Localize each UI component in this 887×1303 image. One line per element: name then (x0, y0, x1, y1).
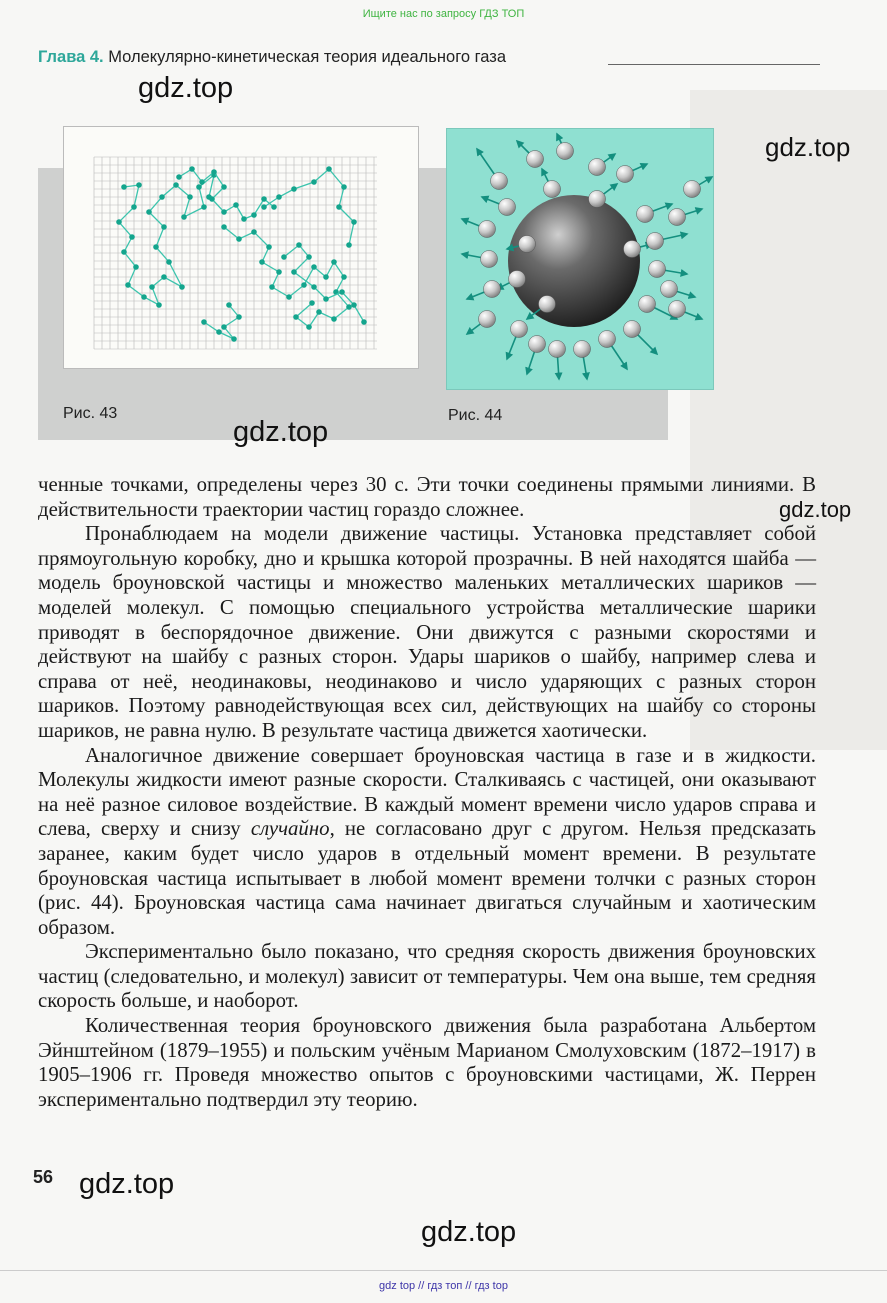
trajectory-point (156, 302, 162, 308)
trajectory-plot (64, 127, 420, 370)
paragraph: Экспериментально было показано, что средняя скорость движения броуновских частиц (следовательно, и молекул) зависит от температуры. Чем она выше, тем средняя скорость больше, и наоборот. (38, 940, 816, 1013)
trajectory-point (251, 229, 257, 235)
molecule (509, 271, 526, 288)
trajectory-point (221, 209, 227, 215)
trajectory-point (149, 284, 155, 290)
trajectory-point (323, 296, 329, 302)
trajectory-point (346, 304, 352, 310)
trajectory-point (161, 224, 167, 230)
trajectory-point (121, 184, 127, 190)
figure-44-caption: Рис. 44 (448, 407, 503, 424)
trajectory-point (121, 249, 127, 255)
trajectory-point (226, 302, 232, 308)
watermark: gdz.top (138, 72, 234, 104)
trajectory-point (153, 244, 159, 250)
trajectory-point (311, 284, 317, 290)
figure-44-brownian-particle (446, 128, 714, 390)
trajectory-point (146, 209, 152, 215)
molecule (484, 281, 501, 298)
page-number: 56 (33, 1167, 54, 1187)
trajectory-point (166, 259, 172, 265)
molecule (684, 181, 701, 198)
trajectory-point (326, 166, 332, 172)
molecule (479, 311, 496, 328)
trajectory-point (309, 300, 315, 306)
molecule (669, 209, 686, 226)
molecule (661, 281, 678, 298)
trajectory-point (351, 302, 357, 308)
footer-rule (0, 1270, 887, 1271)
molecule (599, 331, 616, 348)
molecule (637, 206, 654, 223)
trajectory-point (276, 194, 282, 200)
watermark: gdz.top (421, 1216, 517, 1248)
molecule (527, 151, 544, 168)
trajectory-point (276, 269, 282, 275)
molecule (519, 236, 536, 253)
trajectory-point (161, 274, 167, 280)
trajectory-point (233, 202, 239, 208)
trajectory-point (271, 204, 277, 210)
top-banner: Ищите нас по запросу ГДЗ ТОП (362, 8, 525, 20)
trajectory-point (201, 204, 207, 210)
trajectory-point (221, 184, 227, 190)
trajectory-point (259, 259, 265, 265)
chapter-header (38, 48, 506, 67)
trajectory-point (179, 284, 185, 290)
trajectory-point (331, 259, 337, 265)
trajectory-point (236, 236, 242, 242)
trajectory-point (346, 242, 352, 248)
trajectory-point (116, 219, 122, 225)
trajectory-point (331, 316, 337, 322)
trajectory-point (291, 269, 297, 275)
trajectory-point (211, 169, 217, 175)
molecule (491, 173, 508, 190)
molecule (479, 221, 496, 238)
molecule (539, 296, 556, 313)
trajectory-point (306, 254, 312, 260)
molecule (499, 199, 516, 216)
chapter-label: Глава 4. (38, 48, 104, 66)
trajectory-point (306, 324, 312, 330)
trajectory-line (284, 245, 364, 322)
trajectory-point (133, 264, 139, 270)
trajectory-point (339, 289, 345, 295)
trajectory-point (341, 184, 347, 190)
molecule (529, 336, 546, 353)
trajectory-point (341, 274, 347, 280)
footer-links: gdz top // гдз топ // гдз top (379, 1280, 508, 1292)
trajectory-point (316, 309, 322, 315)
trajectory-point (311, 264, 317, 270)
molecule (624, 241, 641, 258)
trajectory-line (119, 175, 214, 305)
trajectory-point (323, 274, 329, 280)
trajectory-point (216, 329, 222, 335)
trajectory-point (351, 219, 357, 225)
molecule (557, 143, 574, 160)
brownian-particle (508, 195, 640, 327)
molecule (639, 296, 656, 313)
body-text (38, 473, 816, 1112)
watermark: gdz.top (779, 497, 852, 522)
trajectory-point (291, 186, 297, 192)
trajectory-point (286, 294, 292, 300)
molecule (574, 341, 591, 358)
trajectory-point (189, 166, 195, 172)
trajectory-point (236, 314, 242, 320)
trajectory-point (336, 204, 342, 210)
molecule (624, 321, 641, 338)
trajectory-point (136, 182, 142, 188)
trajectory-point (311, 179, 317, 185)
figure-43-trajectory-grid (63, 126, 419, 369)
paragraph-text: , не согласовано друг с другом. Нельзя предсказать заранее, каким будет число ударов в отдельный момент времени. В результате броуновская частица испытывает в любой момент времени толчки с разных сторон (рис. 44). Броуновская частица сама начинает двигаться случайным и хаотическим образом. (38, 817, 816, 939)
molecule (481, 251, 498, 268)
trajectory-point (281, 254, 287, 260)
trajectory-line (204, 305, 239, 339)
trajectory-point (301, 282, 307, 288)
paragraph: ченные точками, определены через 30 с. Эти точки соединены прямыми линиями. В действительности траектории частиц гораздо сложнее. (38, 473, 816, 521)
trajectory-point (269, 284, 275, 290)
trajectory-point (361, 319, 367, 325)
trajectory-point (187, 194, 193, 200)
chapter-title: Молекулярно-кинетическая теория идеального газа (108, 48, 506, 66)
molecule (549, 341, 566, 358)
trajectory-point (196, 184, 202, 190)
trajectory-point (293, 314, 299, 320)
trajectory-point (141, 294, 147, 300)
trajectory-point (176, 174, 182, 180)
trajectory-point (125, 282, 131, 288)
header-rule (608, 64, 820, 65)
trajectories (116, 166, 367, 342)
watermark: gdz.top (233, 416, 329, 448)
trajectory-point (241, 216, 247, 222)
trajectory-point (221, 324, 227, 330)
trajectory-point (261, 196, 267, 202)
molecule (617, 166, 634, 183)
trajectory-point (159, 194, 165, 200)
trajectory-point (173, 182, 179, 188)
trajectory-point (221, 224, 227, 230)
figure-43-caption: Рис. 43 (63, 405, 118, 422)
trajectory-point (129, 234, 135, 240)
trajectory-point (231, 336, 237, 342)
molecule (649, 261, 666, 278)
trajectory-point (296, 242, 302, 248)
molecule (589, 159, 606, 176)
trajectory-point (201, 319, 207, 325)
particle-illustration (447, 129, 715, 391)
trajectory-point (131, 204, 137, 210)
watermark: gdz.top (79, 1168, 175, 1200)
trajectory-point (251, 212, 257, 218)
molecule (669, 301, 686, 318)
watermark: gdz.top (765, 132, 851, 162)
trajectory-point (266, 244, 272, 250)
molecule (544, 181, 561, 198)
trajectory-point (261, 204, 267, 210)
molecule (647, 233, 664, 250)
molecule (511, 321, 528, 338)
emphasized-word: случайно (250, 817, 330, 841)
paragraph-text: Аналогичное движение совершает броуновская частица в газе и в жидкости. Молекулы жидкости имеют разные скорости. Сталкиваясь с частицей, они оказывают на неё разное силовое воздействие. В каждый момент времени число ударов справа и слева, сверху и снизу (38, 743, 816, 841)
paragraph: Пронаблюдаем на модели движение частицы. Установка представляет собой прямоугольную коробку, дно и крышка которой прозрачны. В ней находятся шайба — модель броуновской частицы и множество маленьких металлических шариков — моделей молекул. С помощью специального устройства металлические шарики приводят в беспорядочное движение. Они движутся с разными скоростями и действуют на шайбу с разных сторон. Удары шариков о шайбу, например слева и справа от неё, неодинаковы, неодинаково и число ударяющих с разных сторон шариков. Поэтому равнодействующая всех сил, действующих на шайбу со стороны шариков, не равна нулю. В результате частица движется хаотически. (38, 522, 816, 742)
trajectory-point (209, 196, 215, 202)
paragraph: Количественная теория броуновского движения была разработана Альбертом Эйнштейном (1879–1955) и польским учёным Марианом Смолуховским (1872–1917) в 1905–1906 гг. Проведя множество опытов с броуновскими частицами, Ж. Перрен экспериментально подтвердил эту теорию. (38, 1014, 816, 1111)
paragraph (38, 744, 816, 941)
molecule (589, 191, 606, 208)
trajectory-point (181, 214, 187, 220)
trajectory-point (199, 179, 205, 185)
